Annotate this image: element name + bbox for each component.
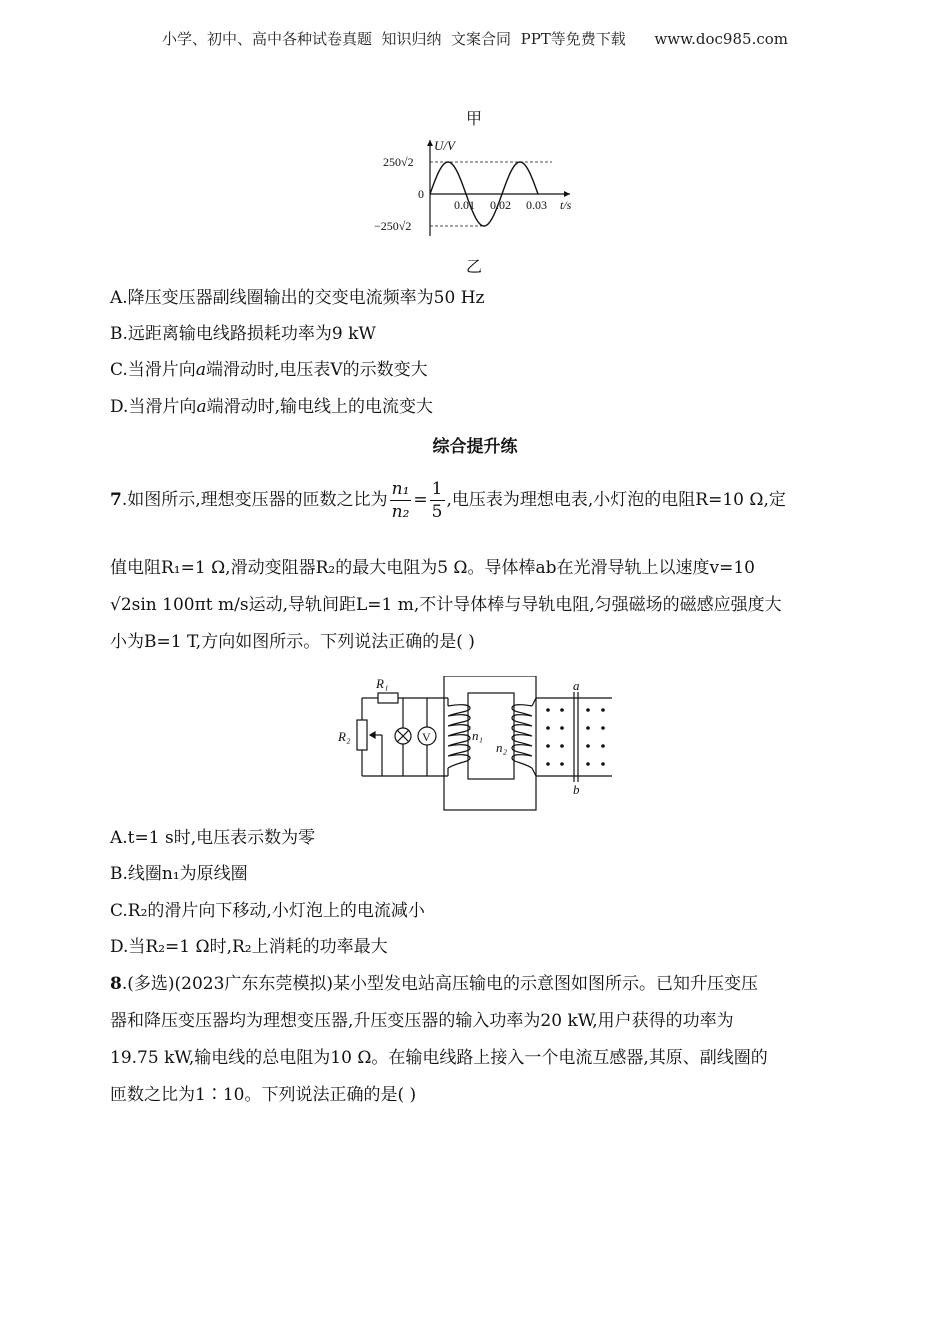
label-b: b <box>573 782 580 797</box>
secondary-coil <box>512 705 532 768</box>
value-fraction <box>430 478 445 523</box>
value-numerator: 1 <box>431 479 443 499</box>
y-axis-label: U/V <box>434 138 455 153</box>
x-axis-label: t/s <box>560 198 572 212</box>
primary-coil <box>448 705 470 768</box>
x-tick-label: 0.01 <box>454 198 475 212</box>
resistor-r2-body <box>357 720 367 750</box>
transformer-circuit-diagram <box>330 676 620 814</box>
resistor-r1-body <box>378 693 398 703</box>
y-axis-arrow <box>427 140 433 146</box>
magnetic-field-dots <box>546 708 605 766</box>
q6-option-c-pre: C.当滑片向 <box>110 360 196 380</box>
label-n2: n₂ <box>496 740 508 755</box>
chart-layer <box>374 138 572 236</box>
q8-line1-text: .(多选)(2023广东东莞模拟)某小型发电站高压输电的示意图如图所示。已知升压变压 <box>121 974 759 994</box>
ratio-denominator: n₂ <box>391 502 410 522</box>
q7-option-b: B.线圈n₁为原线圈 <box>110 864 248 884</box>
voltage-sine-chart <box>370 130 590 240</box>
q8-line3: 19.75 kW,输电线的总电阻为10 Ω。在输电线路上接入一个电流互感器,其原、副线圈的 <box>110 1048 768 1068</box>
q8-line2: 器和降压变压器均为理想变压器,升压变压器的输入功率为20 kW,用户获得的功率为 <box>110 1011 734 1031</box>
x-tick-label: 0.02 <box>490 198 511 212</box>
q7-line1-pre: .如图所示,理想变压器的匝数之比为 <box>121 490 388 510</box>
q8-number: 8 <box>110 974 122 994</box>
q6-option-d <box>110 394 842 420</box>
section-title: 综合提升练 <box>432 437 518 457</box>
label-a: a <box>573 678 580 693</box>
label-r1: R₁ <box>376 676 389 691</box>
q6-option-c-var: a <box>195 360 206 380</box>
q8-line4: 匝数之比为1∶10。下列说法正确的是( ) <box>110 1085 417 1105</box>
q6-option-d-pre: D.当滑片向 <box>110 397 197 417</box>
q6-option-c-post: 端滑动时,电压表V的示数变大 <box>205 360 428 380</box>
equals-sign: = <box>413 490 428 510</box>
q8-line1 <box>110 971 842 997</box>
q7-line2: 值电阻R₁=1 Ω,滑动变阻器R₂的最大电阻为5 Ω。导体棒ab在光滑导轨上以速度v=10 <box>110 558 756 578</box>
q7-line4: 小为B=1 T,方向如图所示。下列说法正确的是( ) <box>110 632 475 652</box>
x-axis-arrow <box>564 191 570 197</box>
label-r2: R₂ <box>338 729 351 744</box>
q7-line1 <box>110 478 842 523</box>
q6-option-d-var: a <box>196 397 207 417</box>
figure-yi-caption: 乙 <box>466 257 483 276</box>
y-min-tick-label: −250√2 <box>374 218 412 233</box>
label-n1: n₁ <box>472 728 484 743</box>
y-max-tick-label: 250√2 <box>383 155 414 170</box>
q6-option-d-post: 端滑动时,输电线上的电流变大 <box>206 397 433 417</box>
q7-line1-post: ,电压表为理想电表,小灯泡的电阻R=10 Ω,定 <box>446 490 786 510</box>
page-header: 小学、初中、高中各种试卷真题 知识归纳 文案合同 PPT等免费下载 www.doc985.com <box>161 30 788 48</box>
q7-option-d: D.当R₂=1 Ω时,R₂上消耗的功率最大 <box>110 937 388 957</box>
q7-option-a: A.t=1 s时,电压表示数为零 <box>110 828 316 848</box>
q6-option-c <box>110 357 842 383</box>
q7-number: 7 <box>110 490 122 510</box>
x-tick-label: 0.03 <box>526 198 547 212</box>
q7-line3: √2sin 100πt m/s运动,导轨间距L=1 m,不计导体棒与导轨电阻,匀强磁场的磁感应强度大 <box>110 595 782 615</box>
ratio-numerator: n₁ <box>391 479 410 499</box>
q6-option-a: A.降压变压器副线圈输出的交变电流频率为50 Hz <box>110 288 485 308</box>
value-denominator: 5 <box>431 502 443 522</box>
label-voltmeter: V <box>422 730 431 744</box>
q7-option-c: C.R₂的滑片向下移动,小灯泡上的电流减小 <box>110 901 425 921</box>
q6-option-b: B.远距离输电线路损耗功率为9 kW <box>110 324 376 344</box>
origin-label: 0 <box>418 187 424 201</box>
figure-jia-caption: 甲 <box>466 109 483 128</box>
turns-ratio-fraction <box>390 478 412 523</box>
